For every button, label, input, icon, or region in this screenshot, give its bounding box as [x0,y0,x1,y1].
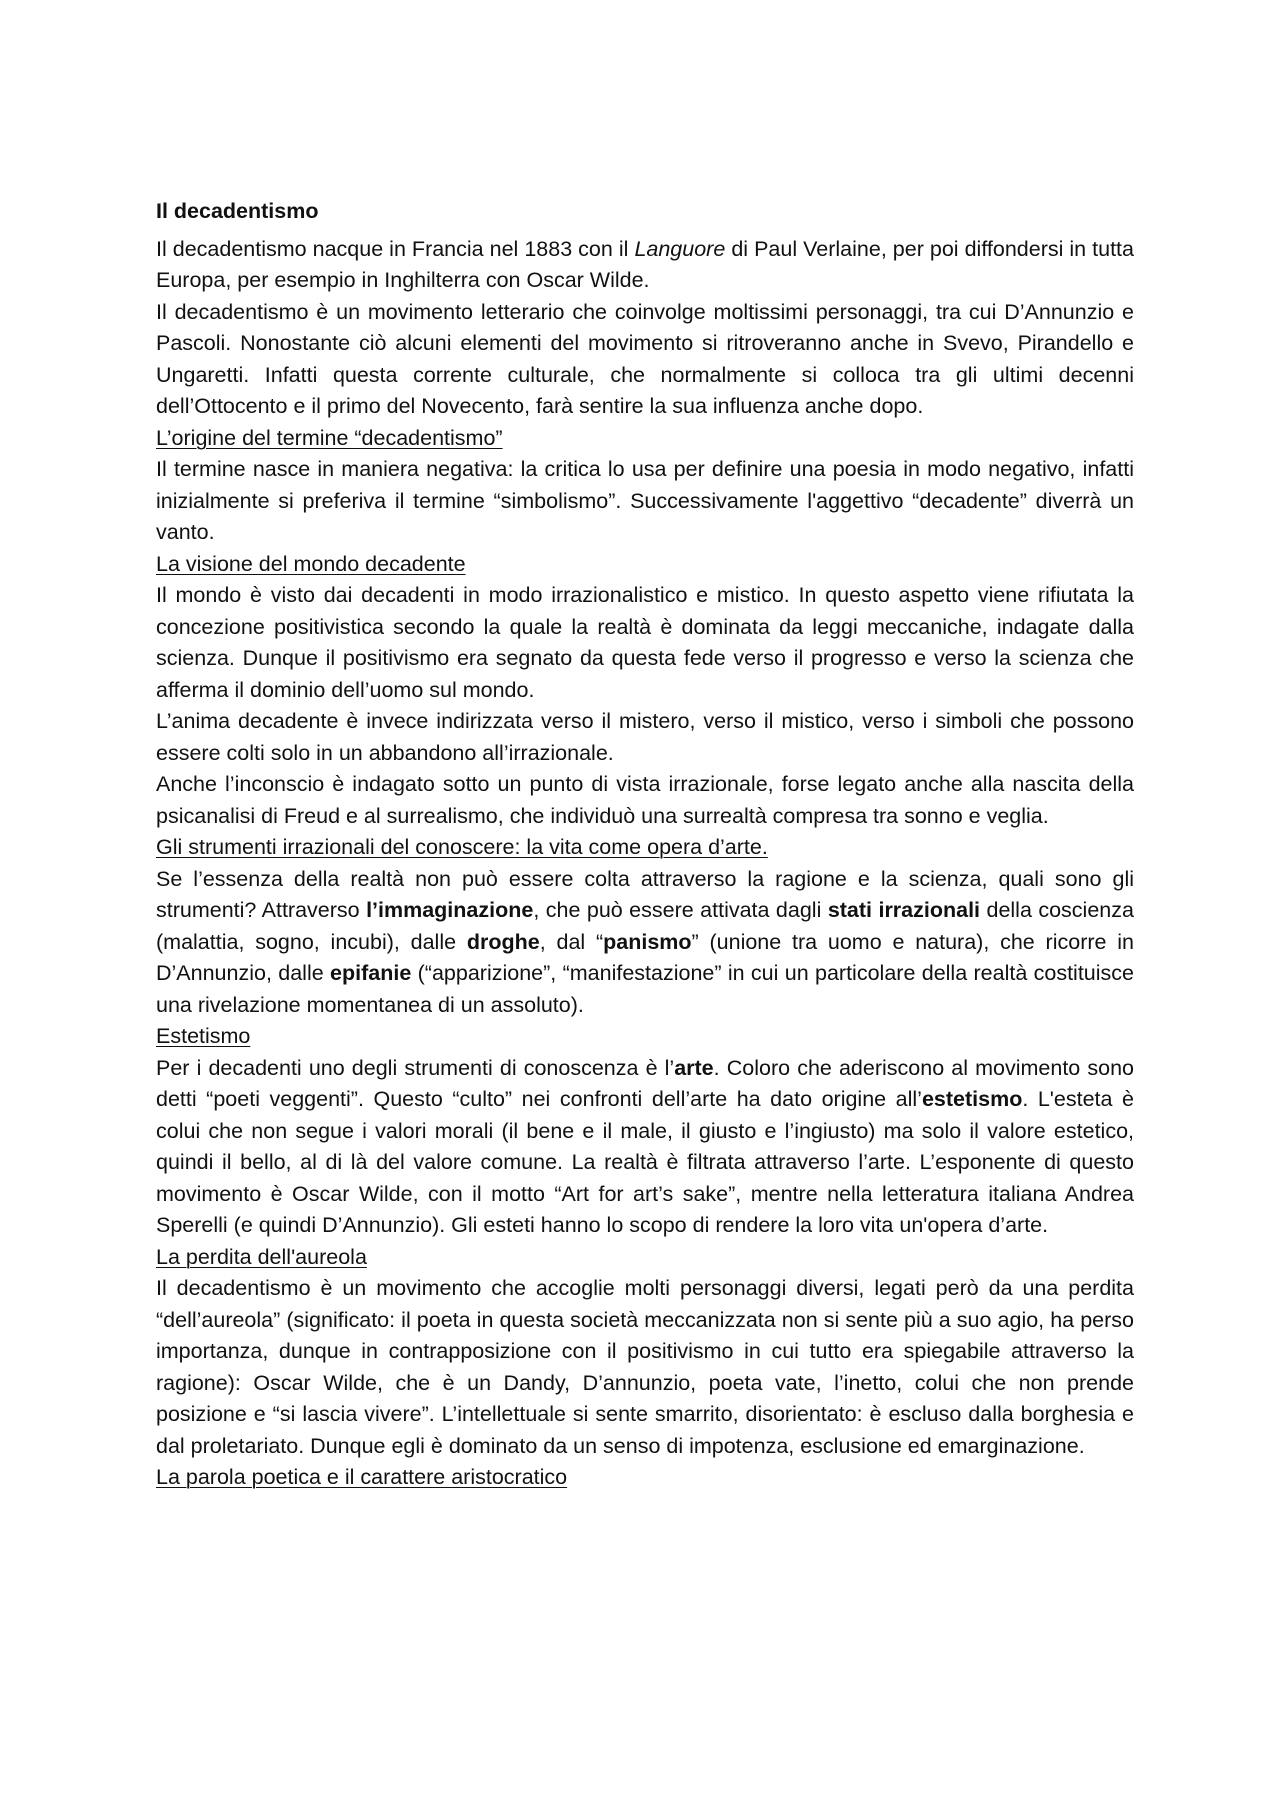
aureola-paragraph: Il decadentismo è un movimento che accoglie molti personaggi diversi, legati però da una perdita “dell’aureola” (significato: il poeta in questa società meccanizzata non si sente più a suo agio, ha perso importanza, dunque in contrapposizione con il positivismo in cui tutto era spiegabile attraverso la ragione): Oscar Wilde, che è un Dandy, D’annunzio, poeta vate, l’inetto, colui che non prende posizione e “si lascia vivere”. L’intellettuale si sente smarrito, disorientato: è escluso dalla borghesia e dal proletariato. Dunque egli è dominato da un senso di impotenza, esclusione ed emarginazione. [156,1276,1134,1458]
intro-paragraph-1: Il decadentismo nacque in Francia nel 1883 con il Languore di Paul Verlaine, per poi diffondersi in tutta Europa, per esempio in Inghilterra con Oscar Wilde. [156,236,1134,292]
estetismo-paragraph: Per i decadenti uno degli strumenti di conoscenza è l’arte. Coloro che aderiscono al movimento sono detti “poeti veggenti”. Questo “culto” nei confronti dell’arte ha dato origine all’estetismo. L'esteta è colui che non segue i valori morali (il bene e il male, il giusto e l’ingiusto) ma solo il valore estetico, quindi il bello, al di là del valore comune. La realtà è filtrata attraverso l’arte. L’esponente di questo movimento è Oscar Wilde, con il motto “Art for art’s sake”, mentre nella letteratura italiana Andrea Sperelli (e quindi D’Annunzio). Gli esteti hanno lo scopo di rendere la loro vita un'opera d’arte. [156,1055,1134,1237]
document-title: Il decadentismo [156,199,319,223]
strumenti-paragraph: Se l’essenza della realtà non può essere colta attraverso la ragione e la scienza, quali sono gli strumenti? Attraverso l’immaginazione, che può essere attivata dagli stati irrazionali della coscienza (malattia, sogno, incubi), dalle droghe, dal “panismo” (unione tra uomo e natura), che ricorre in D’Annunzio, dalle epifanie (“apparizione”, “manifestazione” in cui un particolare della realtà costituisce una rivelazione momentanea di un assoluto). [156,866,1134,1017]
origine-paragraph: Il termine nasce in maniera negativa: la critica lo usa per definire una poesia in modo negativo, infatti inizialmente si preferiva il termine “simbolismo”. Successivamente l'aggettivo “decadente” diverrà un vanto. [156,457,1134,544]
emphasis-languore: Languore [634,236,726,261]
document-page [156,196,1134,1494]
visione-paragraph-1: Il mondo è visto dai decadenti in modo irrazionalistico e mistico. In questo aspetto viene rifiutata la concezione positivistica secondo la quale la realtà è dominata da leggi meccaniche, indagate dalla scienza. Dunque il positivismo era segnato da questa fede verso il progresso e verso la scienza che afferma il dominio dell’uomo sul mondo. [156,583,1134,702]
intro-paragraph-2: Il decadentismo è un movimento letterario che coinvolge moltissimi personaggi, tra cui D’Annunzio e Pascoli. Nonostante ciò alcuni elementi del movimento si ritroveranno anche in Svevo, Pirandello e Ungaretti. Infatti questa corrente culturale, che normalmente si colloca tra gli ultimi decenni dell’Ottocento e il primo del Novecento, farà sentire la sua influenza anche dopo. [156,299,1134,418]
section-heading-strumenti: Gli strumenti irrazionali del conoscere: la vita come opera d’arte. [156,835,768,859]
section-heading-aureola: La perdita dell'aureola [156,1244,367,1269]
visione-paragraph-2: L’anima decadente è invece indirizzata verso il mistero, verso il mistico, verso i simboli che possono essere colti solo in un abbandono all’irrazionale. [156,709,1134,765]
section-heading-parola: La parola poetica e il carattere aristocratico [156,1465,568,1489]
section-heading-origine: L’origine del termine “decadentismo” [156,425,503,450]
section-heading-estetismo: Estetismo [156,1024,251,1048]
visione-paragraph-3: Anche l’inconscio è indagato sotto un punto di vista irrazionale, forse legato anche alla nascita della psicanalisi di Freud e al surrealismo, che individuò una surrealtà compresa tra sonno e veglia. [156,772,1134,828]
section-heading-visione: La visione del mondo decadente [156,551,466,576]
